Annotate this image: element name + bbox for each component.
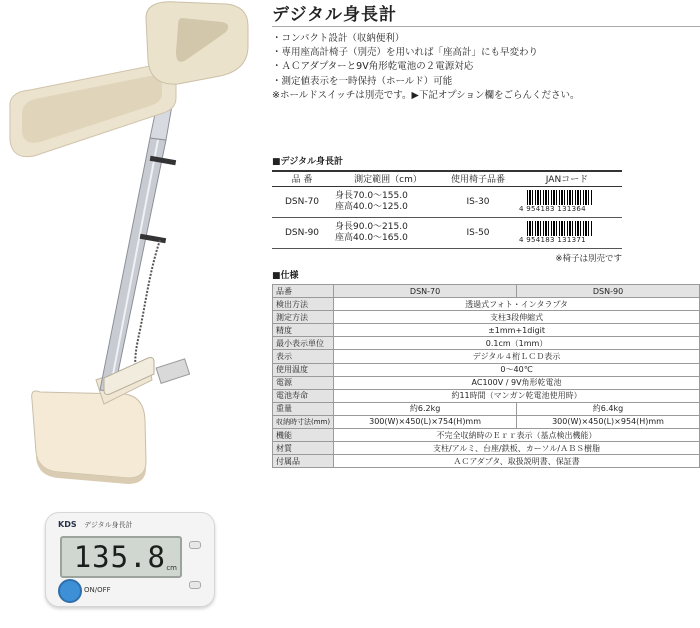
spec-label: 最小表示単位 xyxy=(273,337,334,350)
lcd-display-unit xyxy=(45,512,215,607)
spec-value: 300(W)×450(L)×754(H)mm xyxy=(334,415,517,428)
models-heading: ■デジタル身長計 xyxy=(272,157,343,167)
spec-label: 付属品 xyxy=(273,455,334,468)
feature-item: ・専用座高計椅子（別売）を用いれば「座高計」にも早変わり xyxy=(272,47,539,59)
height-meter-illustration xyxy=(0,0,265,500)
spec-value: 約11時間（マンガン乾電池使用時） xyxy=(334,389,700,402)
model-code: DSN-90 xyxy=(272,217,332,248)
table-header-row xyxy=(272,171,622,186)
spec-label: 材質 xyxy=(273,442,334,455)
header-cell: JANコード xyxy=(512,171,622,186)
table-row xyxy=(272,217,622,248)
spec-label: 機能 xyxy=(273,429,334,442)
spec-row xyxy=(273,442,700,455)
lcd-screen xyxy=(60,536,182,578)
chair-code: IS-50 xyxy=(444,217,512,248)
spec-row xyxy=(273,455,700,468)
jan-cell xyxy=(512,186,622,217)
model-code: DSN-70 xyxy=(272,186,332,217)
jan-code: 4 954183 131364 xyxy=(519,205,586,213)
spec-row xyxy=(273,389,700,402)
spec-label: 品番 xyxy=(273,285,334,298)
spec-value: 0.1cm（1mm） xyxy=(334,337,700,350)
feature-item: ※ホールドスイッチは別売です。▶下記オプション欄をごらんください。 xyxy=(272,89,580,101)
chair-note: ※椅子は別売です xyxy=(555,254,622,264)
page-title: デジタル身長計 xyxy=(272,5,397,25)
measure-range xyxy=(332,186,444,217)
header-cell: 測定範囲（cm） xyxy=(332,171,444,186)
product-images xyxy=(0,0,265,628)
header-cell: 使用椅子品番 xyxy=(444,171,512,186)
spec-row xyxy=(273,376,700,389)
spec-row xyxy=(273,429,700,442)
spec-row xyxy=(273,350,700,363)
spec-row xyxy=(273,415,700,428)
spec-row xyxy=(273,337,700,350)
lcd-reading: 135.8 xyxy=(73,540,166,574)
spec-row xyxy=(273,402,700,415)
spec-col-dsn70: DSN-70 xyxy=(334,285,517,298)
spec-value: 不完全収納時のＥｒｒ表示（基点検出機能） xyxy=(334,429,700,442)
spec-value: AC100V / 9V角形乾電池 xyxy=(334,376,700,389)
spec-value: 支柱3段伸縮式 xyxy=(334,311,700,324)
spec-heading: ■仕様 xyxy=(272,271,299,281)
range-sitting: 座高40.0〜165.0 xyxy=(335,232,408,243)
measure-range xyxy=(332,217,444,248)
slot-icon xyxy=(189,541,201,549)
spec-value: ±1mm+1digit xyxy=(334,324,700,337)
spec-label: 測定方法 xyxy=(273,311,334,324)
spec-value: ＡＣアダプタ、取扱説明書、保証書 xyxy=(334,455,700,468)
device-name: デジタル身長計 xyxy=(84,521,133,529)
feature-list xyxy=(272,32,580,103)
device-brand: KDS xyxy=(58,520,77,529)
lcd-unit: cm xyxy=(166,564,177,572)
spec-row xyxy=(273,324,700,337)
title-divider xyxy=(272,26,700,27)
barcode-icon xyxy=(527,221,593,236)
spec-label: 検出方法 xyxy=(273,298,334,311)
spec-value: 約6.4kg xyxy=(517,402,700,415)
range-sitting: 座高40.0〜125.0 xyxy=(335,201,408,212)
slot-icon xyxy=(189,581,201,589)
spec-value: 300(W)×450(L)×954(H)mm xyxy=(517,415,700,428)
feature-item: ・コンパクト設計（収納便利） xyxy=(272,33,405,44)
spec-value: 約6.2kg xyxy=(334,402,517,415)
spec-label: 重量 xyxy=(273,402,334,415)
range-height: 身長70.0〜155.0 xyxy=(335,190,408,201)
spec-header-row xyxy=(273,285,700,298)
spec-table xyxy=(272,284,700,468)
feature-item: ・測定値表示を一時保持（ホールド）可能 xyxy=(272,75,453,87)
spec-label: 電源 xyxy=(273,376,334,389)
spec-label: 電池寿命 xyxy=(273,389,334,402)
spec-value: 0〜40℃ xyxy=(334,363,700,376)
models-table xyxy=(272,170,622,249)
power-button-icon xyxy=(58,579,82,603)
table-row xyxy=(272,186,622,217)
jan-code: 4 954183 131371 xyxy=(519,236,586,244)
power-button-label: ON/OFF xyxy=(84,586,111,594)
spec-label: 使用温度 xyxy=(273,363,334,376)
spec-label: 収納時寸法(mm) xyxy=(273,415,334,428)
spec-row xyxy=(273,311,700,324)
header-cell: 品 番 xyxy=(272,171,332,186)
spec-row xyxy=(273,363,700,376)
spec-value: デジタル４桁ＬＣＤ表示 xyxy=(334,350,700,363)
spec-row xyxy=(273,298,700,311)
jan-cell xyxy=(512,217,622,248)
range-height: 身長90.0〜215.0 xyxy=(335,221,408,232)
spec-value: 支柱/アルミ、台座/鉄板、カーソル/ＡＢＳ樹脂 xyxy=(334,442,700,455)
spec-label: 表示 xyxy=(273,350,334,363)
spec-label: 精度 xyxy=(273,324,334,337)
product-info xyxy=(272,0,700,628)
feature-item: ・ＡＣアダプターと9V角形乾電池の２電源対応 xyxy=(272,61,474,73)
barcode-icon xyxy=(527,190,593,205)
spec-value: 透過式フォト・インタラプタ xyxy=(334,298,700,311)
chair-code: IS-30 xyxy=(444,186,512,217)
spec-col-dsn90: DSN-90 xyxy=(517,285,700,298)
